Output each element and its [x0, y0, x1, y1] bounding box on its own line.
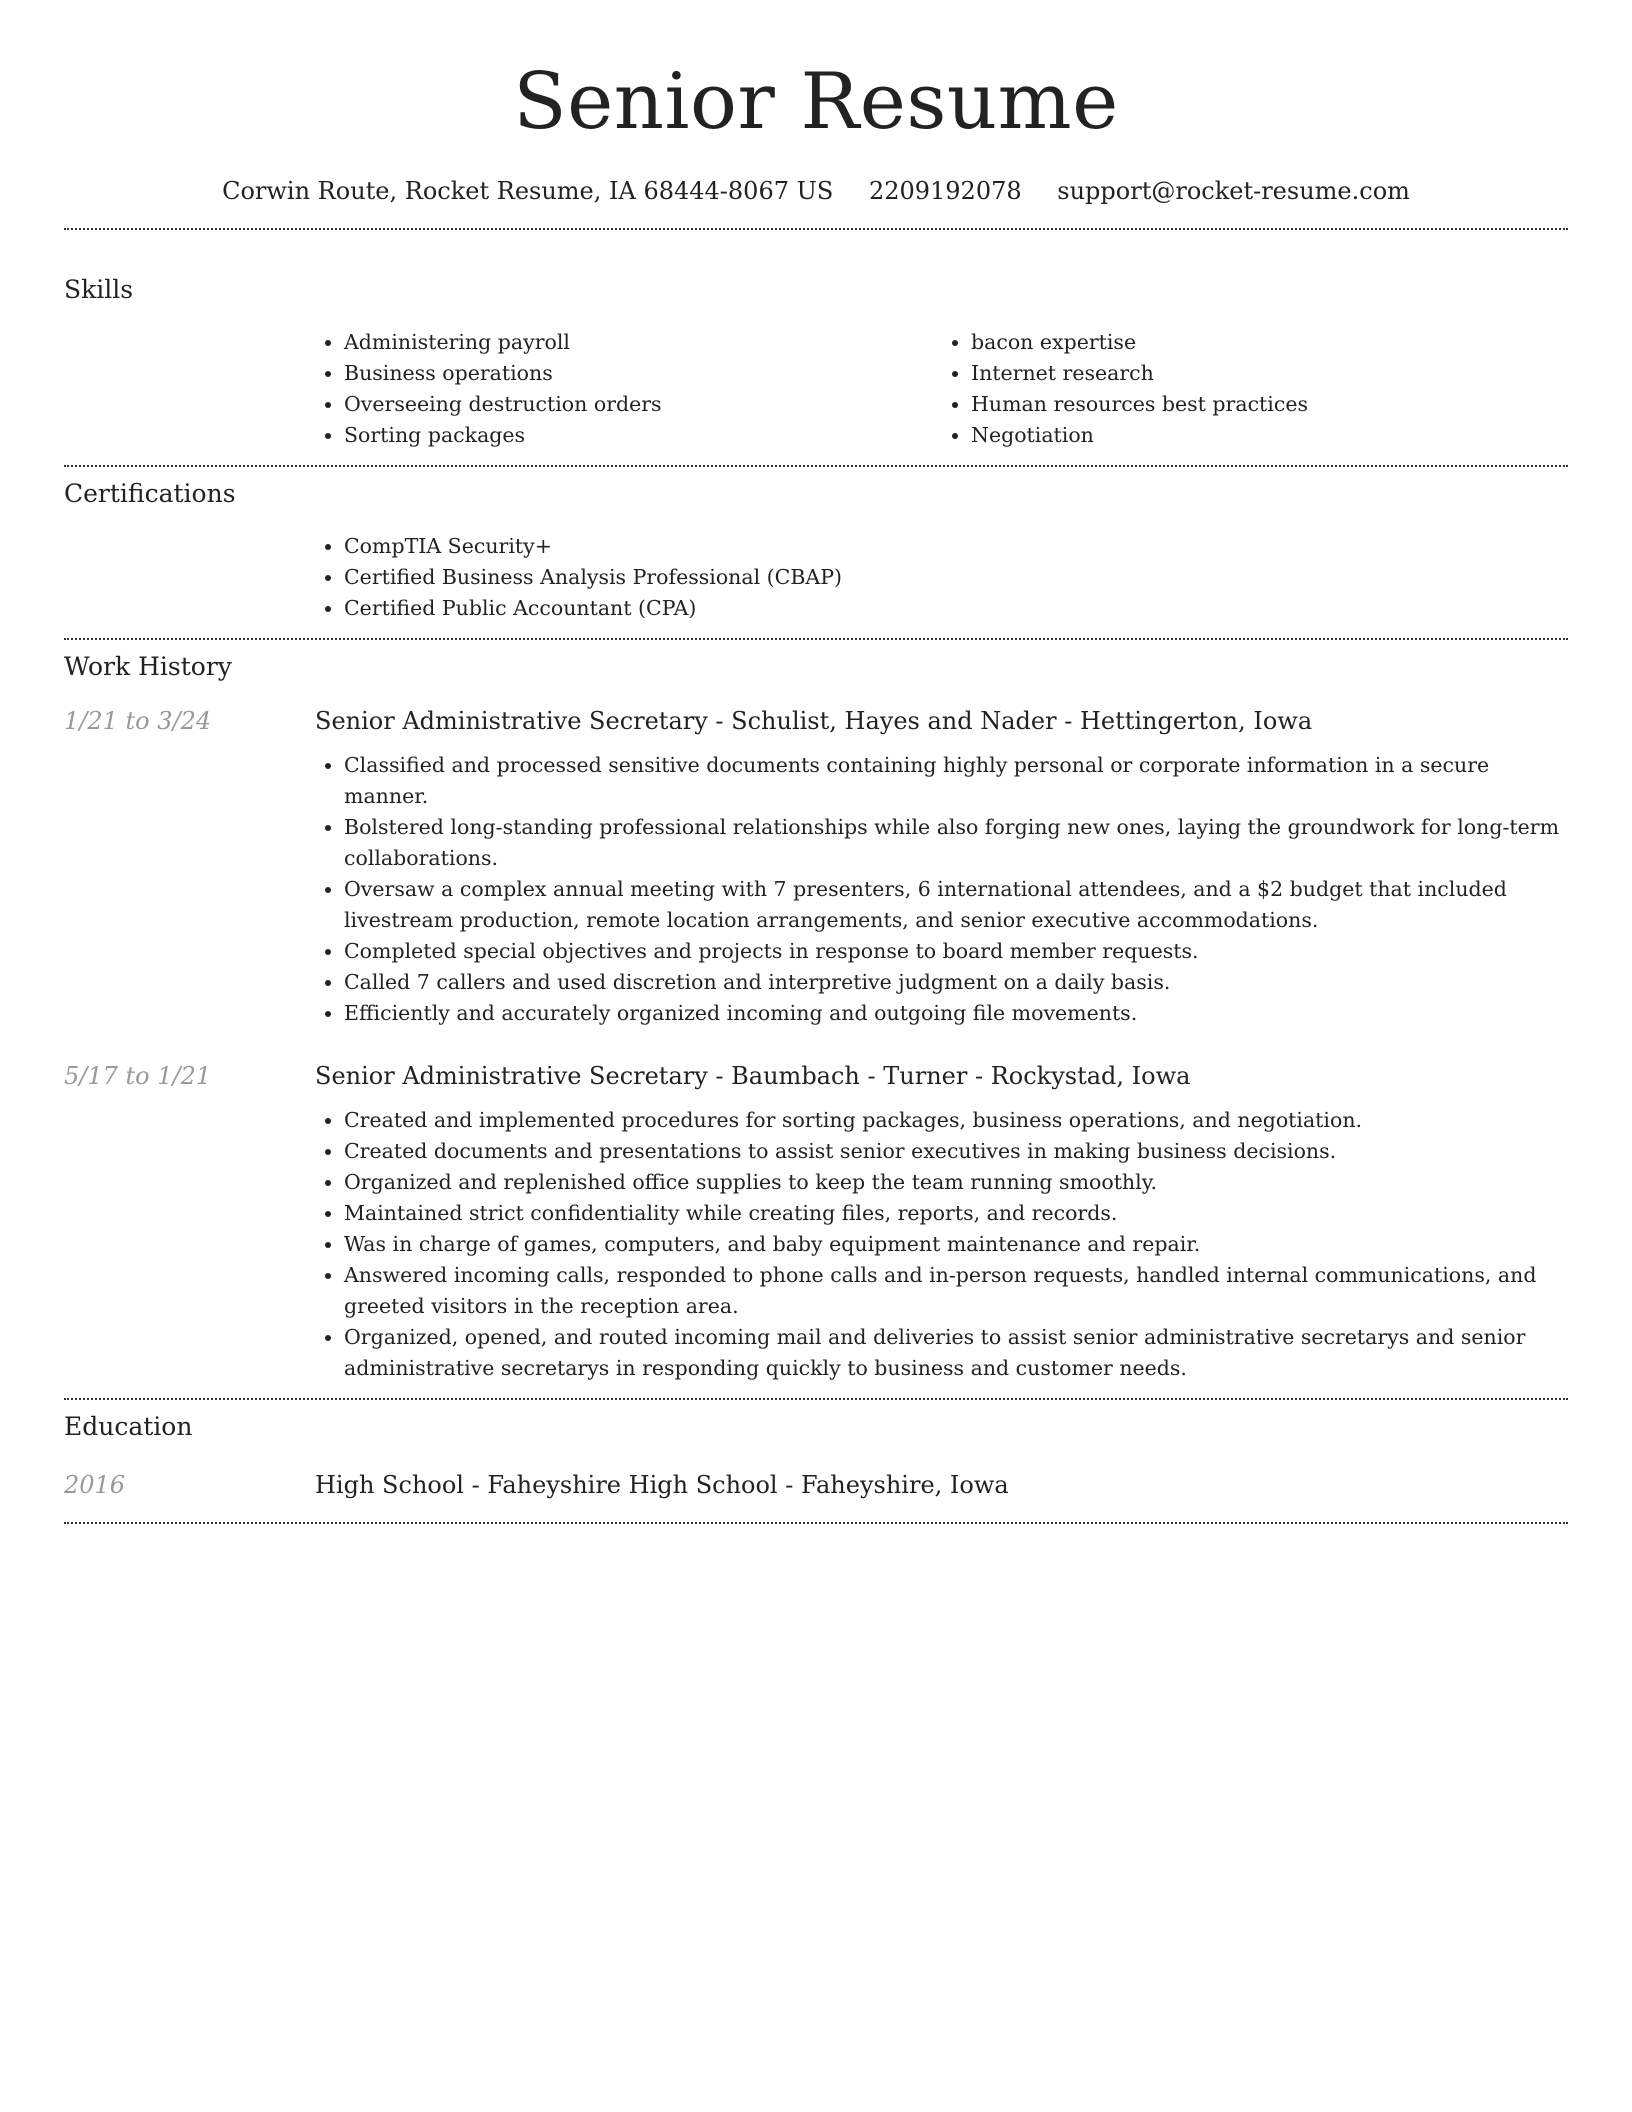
- job-header: [64, 1059, 1568, 1093]
- skills-list: [314, 327, 1568, 451]
- skill-item: • Sorting packages: [344, 420, 941, 451]
- skill-item: • Administering payroll: [344, 327, 941, 358]
- divider: [64, 1398, 1568, 1400]
- education-heading: High School - Faheyshire High School - Faheyshire, Iowa: [315, 1471, 1009, 1499]
- job-entry: [64, 704, 1568, 1029]
- job-bullet: • Organized and replenished office supplies to keep the team running smoothly.: [344, 1167, 1568, 1198]
- skill-item: • bacon expertise: [971, 327, 1568, 358]
- education-entry: [64, 1468, 1568, 1502]
- job-bullet: • Maintained strict confidentiality while creating files, reports, and records.: [344, 1198, 1568, 1229]
- skills-title: Skills: [64, 275, 134, 304]
- job-heading: Senior Administrative Secretary - Baumbach - Turner - Rockystad, Iowa: [315, 1062, 1191, 1090]
- contact-address: Corwin Route, Rocket Resume, IA 68444-8067 US: [222, 177, 834, 205]
- skill-item: • Negotiation: [971, 420, 1568, 451]
- job-bullet: • Was in charge of games, computers, and baby equipment maintenance and repair.: [344, 1229, 1568, 1260]
- skill-item: • Internet research: [971, 358, 1568, 389]
- education-title: Education: [64, 1412, 193, 1441]
- job-bullet: • Bolstered long-standing professional relationships while also forging new ones, laying the groundwork for long-term collaborations.: [344, 812, 1568, 874]
- skill-item: • Human resources best practices: [971, 389, 1568, 420]
- divider: [64, 638, 1568, 640]
- job-bullet: • Created documents and presentations to assist senior executives in making business decisions.: [344, 1136, 1568, 1167]
- education-year: 2016: [64, 1471, 126, 1499]
- job-bullets: [314, 750, 1568, 1029]
- contact-phone: 2209192078: [868, 177, 1022, 205]
- job-bullet: • Classified and processed sensitive documents containing highly personal or corporate information in a secure manner.: [344, 750, 1568, 812]
- certifications-title: Certifications: [64, 479, 236, 508]
- job-heading: Senior Administrative Secretary - Schulist, Hayes and Nader - Hettingerton, Iowa: [315, 707, 1313, 735]
- certifications-list: [314, 531, 1568, 624]
- divider: [64, 228, 1568, 230]
- job-bullet: • Answered incoming calls, responded to phone calls and in-person requests, handled internal communications, and greeted visitors in the reception area.: [344, 1260, 1568, 1322]
- job-bullets: [314, 1105, 1568, 1384]
- job-bullet: • Oversaw a complex annual meeting with 7 presenters, 6 international attendees, and a $2 budget that included livestream production, remote location arrangements, and senior executive accommodations.: [344, 874, 1568, 936]
- certification-item: • Certified Public Accountant (CPA): [344, 593, 1568, 624]
- divider: [64, 1522, 1568, 1524]
- certifications-items: [314, 531, 1568, 624]
- job-bullet: • Completed special objectives and projects in response to board member requests.: [344, 936, 1568, 967]
- job-bullet: • Organized, opened, and routed incoming mail and deliveries to assist senior administrative secretarys and senior administrative secretarys in responding quickly to business and customer needs.: [344, 1322, 1568, 1384]
- certification-item: • CompTIA Security+: [344, 531, 1568, 562]
- job-entry: [64, 1059, 1568, 1384]
- certification-item: • Certified Business Analysis Professional (CBAP): [344, 562, 1568, 593]
- skills-column-right: [941, 327, 1568, 451]
- job-bullet: • Called 7 callers and used discretion and interpretive judgment on a daily basis.: [344, 967, 1568, 998]
- contact-line: [64, 174, 1568, 208]
- skill-item: • Business operations: [344, 358, 941, 389]
- job-dates: 5/17 to 1/21: [64, 1062, 212, 1090]
- job-dates: 1/21 to 3/24: [64, 707, 212, 735]
- divider: [64, 465, 1568, 467]
- skills-column-left: [314, 327, 941, 451]
- contact-email: support@rocket-resume.com: [1057, 177, 1410, 205]
- job-bullet: • Efficiently and accurately organized incoming and outgoing file movements.: [344, 998, 1568, 1029]
- job-header: [64, 704, 1568, 738]
- resume-name: Senior Resume: [513, 57, 1119, 147]
- job-bullet: • Created and implemented procedures for sorting packages, business operations, and negotiation.: [344, 1105, 1568, 1136]
- skill-item: • Overseeing destruction orders: [344, 389, 941, 420]
- work-history-title: Work History: [64, 652, 232, 681]
